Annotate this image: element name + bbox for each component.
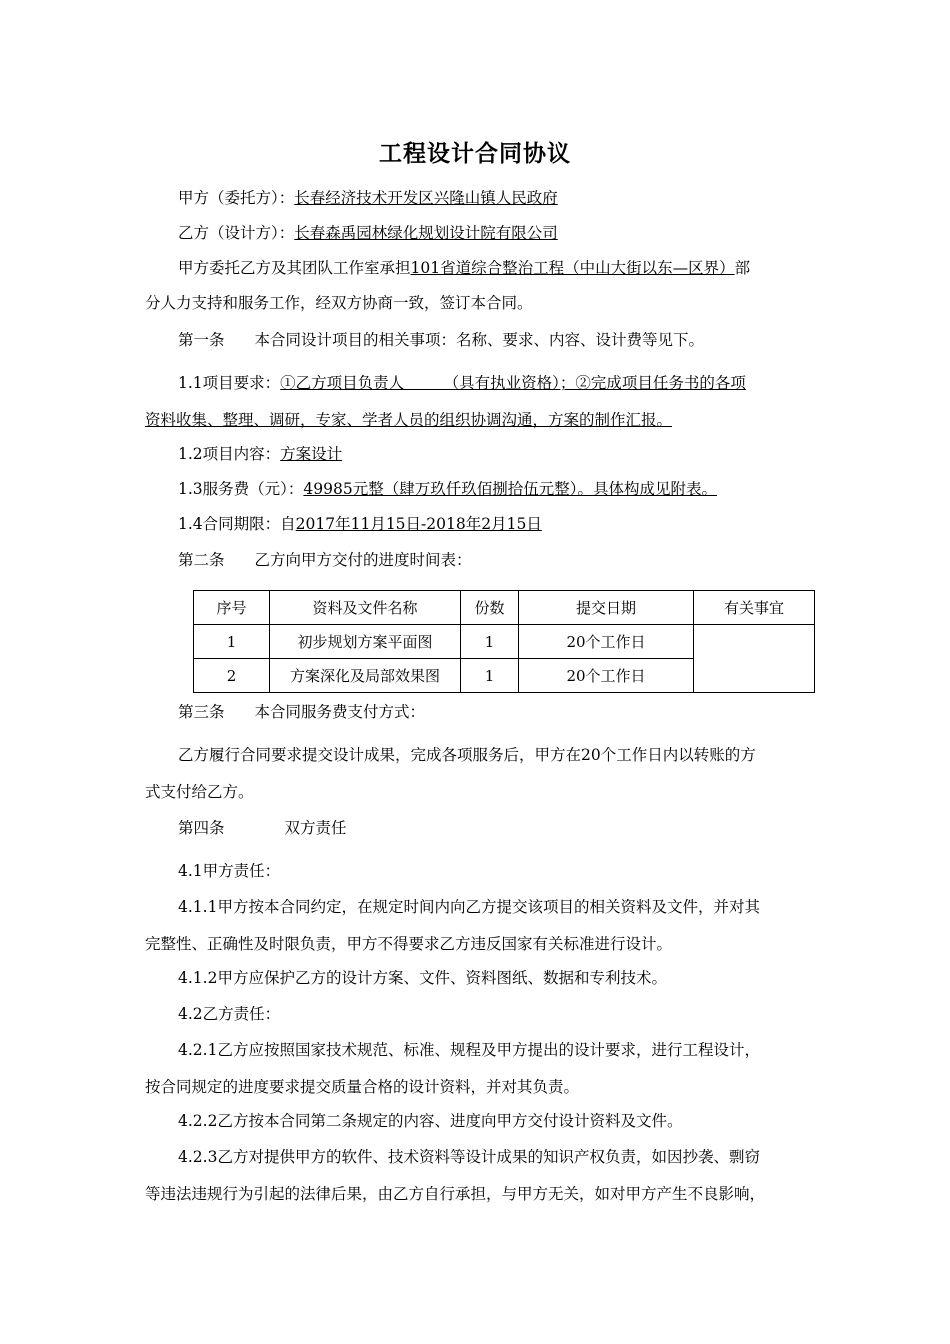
- intro-line-2: 分人力支持和服务工作，经双方协商一致，签订本合同。: [145, 294, 533, 312]
- item-1-2-value: 方案设计: [280, 445, 343, 463]
- article-2-no: 第二条: [178, 551, 225, 569]
- clause-4-1-1-line-1: 4.1.1甲方按本合同约定，在规定时间内向乙方提交该项目的相关资料及文件，并对其: [178, 898, 760, 916]
- article-4: [145, 810, 838, 846]
- table-row: [194, 625, 815, 659]
- table-cell: 2: [194, 659, 270, 693]
- table-header-cell: 有关事宜: [694, 591, 815, 625]
- item-1-4-value: 2017年11月15日-2018年2月15日: [295, 515, 542, 533]
- party-a-label: 甲方（委托方）：: [178, 189, 295, 207]
- party-a-line: [145, 180, 838, 216]
- clause-4-2-1-line-1: 4.2.1乙方应按照国家技术规范、标准、规程及甲方提出的设计要求，进行工程设计，: [178, 1041, 760, 1059]
- item-1-2-label: 1.2项目内容：: [178, 445, 281, 463]
- clause-4-1-1-line-2: 完整性、正确性及时限负责，甲方不得要求乙方违反国家有关标准进行设计。: [145, 935, 673, 953]
- item-1-4-label: 1.4合同期限：自: [178, 515, 296, 533]
- table-header-cell: 份数: [461, 591, 519, 625]
- article-3: [145, 694, 838, 730]
- payment-line-2: 式支付给乙方。: [145, 783, 254, 801]
- clause-4-2: 4.2乙方责任：: [178, 1005, 281, 1023]
- table-cell-remarks: [694, 625, 815, 693]
- table-header-cell: 序号: [194, 591, 270, 625]
- article-1-no: 第一条: [178, 331, 225, 349]
- clause-4-2-2: 4.2.2乙方按本合同第二条规定的内容、进度向甲方交付设计资料及文件。: [178, 1112, 683, 1130]
- table-cell: 1: [461, 625, 519, 659]
- article-2-text: 乙方向甲方交付的进度时间表：: [254, 551, 472, 569]
- article-1: [145, 322, 838, 358]
- item-1-3-label: 1.3服务费（元）：: [178, 480, 304, 498]
- payment-line-1: 乙方履行合同要求提交设计成果，完成各项服务后，甲方在20个工作日内以转账的方: [178, 746, 756, 764]
- table-cell: 方案深化及局部效果图: [270, 659, 461, 693]
- party-b-line: [145, 215, 838, 251]
- table-header-row: [194, 591, 815, 625]
- article-2: [145, 542, 838, 578]
- item-1-1-label: 1.1项目要求：: [178, 374, 281, 392]
- table-header-cell: 提交日期: [519, 591, 694, 625]
- item-1-1-line-1: [145, 365, 838, 401]
- party-b-value: 长春森禹园林绿化规划设计院有限公司: [294, 224, 558, 242]
- table-cell: 1: [194, 625, 270, 659]
- schedule-table: [193, 590, 815, 693]
- article-3-no: 第三条: [178, 703, 225, 721]
- party-b-label: 乙方（设计方）：: [178, 224, 295, 242]
- article-3-text: 本合同服务费支付方式：: [254, 703, 426, 721]
- item-1-3-value: 49985元整（肆万玖仟玖佰捌拾伍元整）。具体构成见附表。: [303, 480, 717, 498]
- clause-4-2-1-line-2: 按合同规定的进度要求提交质量合格的设计资料，并对其负责。: [145, 1078, 580, 1096]
- clause-4-1-2: 4.1.2甲方应保护乙方的设计方案、文件、资料图纸、数据和专利技术。: [178, 969, 667, 987]
- table-cell: 20个工作日: [519, 659, 694, 693]
- intro-project: 101省道综合整治工程（中山大街以东—区界）: [410, 259, 735, 277]
- item-1-1-text-1: ①乙方项目负责人 （具有执业资格）；②完成项目任务书的各项: [280, 374, 746, 392]
- item-1-1-line-2: [145, 402, 805, 438]
- intro-pre: 甲方委托乙方及其团队工作室承担: [178, 259, 411, 277]
- item-1-3: [145, 471, 838, 507]
- party-a-value: 长春经济技术开发区兴隆山镇人民政府: [294, 189, 558, 207]
- item-1-4: [145, 506, 838, 542]
- intro-line-1: [145, 250, 838, 286]
- table-cell: 20个工作日: [519, 625, 694, 659]
- article-4-no: 第四条: [178, 819, 225, 837]
- table-cell: 1: [461, 659, 519, 693]
- page-title: 工程设计合同协议: [379, 140, 571, 167]
- clause-4-2-3-line-2: 等违法违规行为引起的法律后果，由乙方自行承担，与甲方无关，如对甲方产生不良影响，: [145, 1185, 766, 1203]
- item-1-1-text-2: 资料收集、整理、调研，专家、学者人员的组织协调沟通，方案的制作汇报。: [145, 411, 673, 429]
- article-1-text: 本合同设计项目的相关事项：名称、要求、内容、设计费等见下。: [254, 331, 705, 349]
- item-1-2: [145, 436, 838, 472]
- intro-post: 部: [734, 259, 751, 277]
- clause-4-2-3-line-1: 4.2.3乙方对提供甲方的软件、技术资料等设计成果的知识产权负责，如因抄袭、剽窃: [178, 1148, 760, 1166]
- table-header-cell: 资料及文件名称: [270, 591, 461, 625]
- table-cell: 初步规划方案平面图: [270, 625, 461, 659]
- article-4-text: 双方责任: [284, 819, 347, 837]
- clause-4-1: 4.1甲方责任：: [178, 862, 281, 880]
